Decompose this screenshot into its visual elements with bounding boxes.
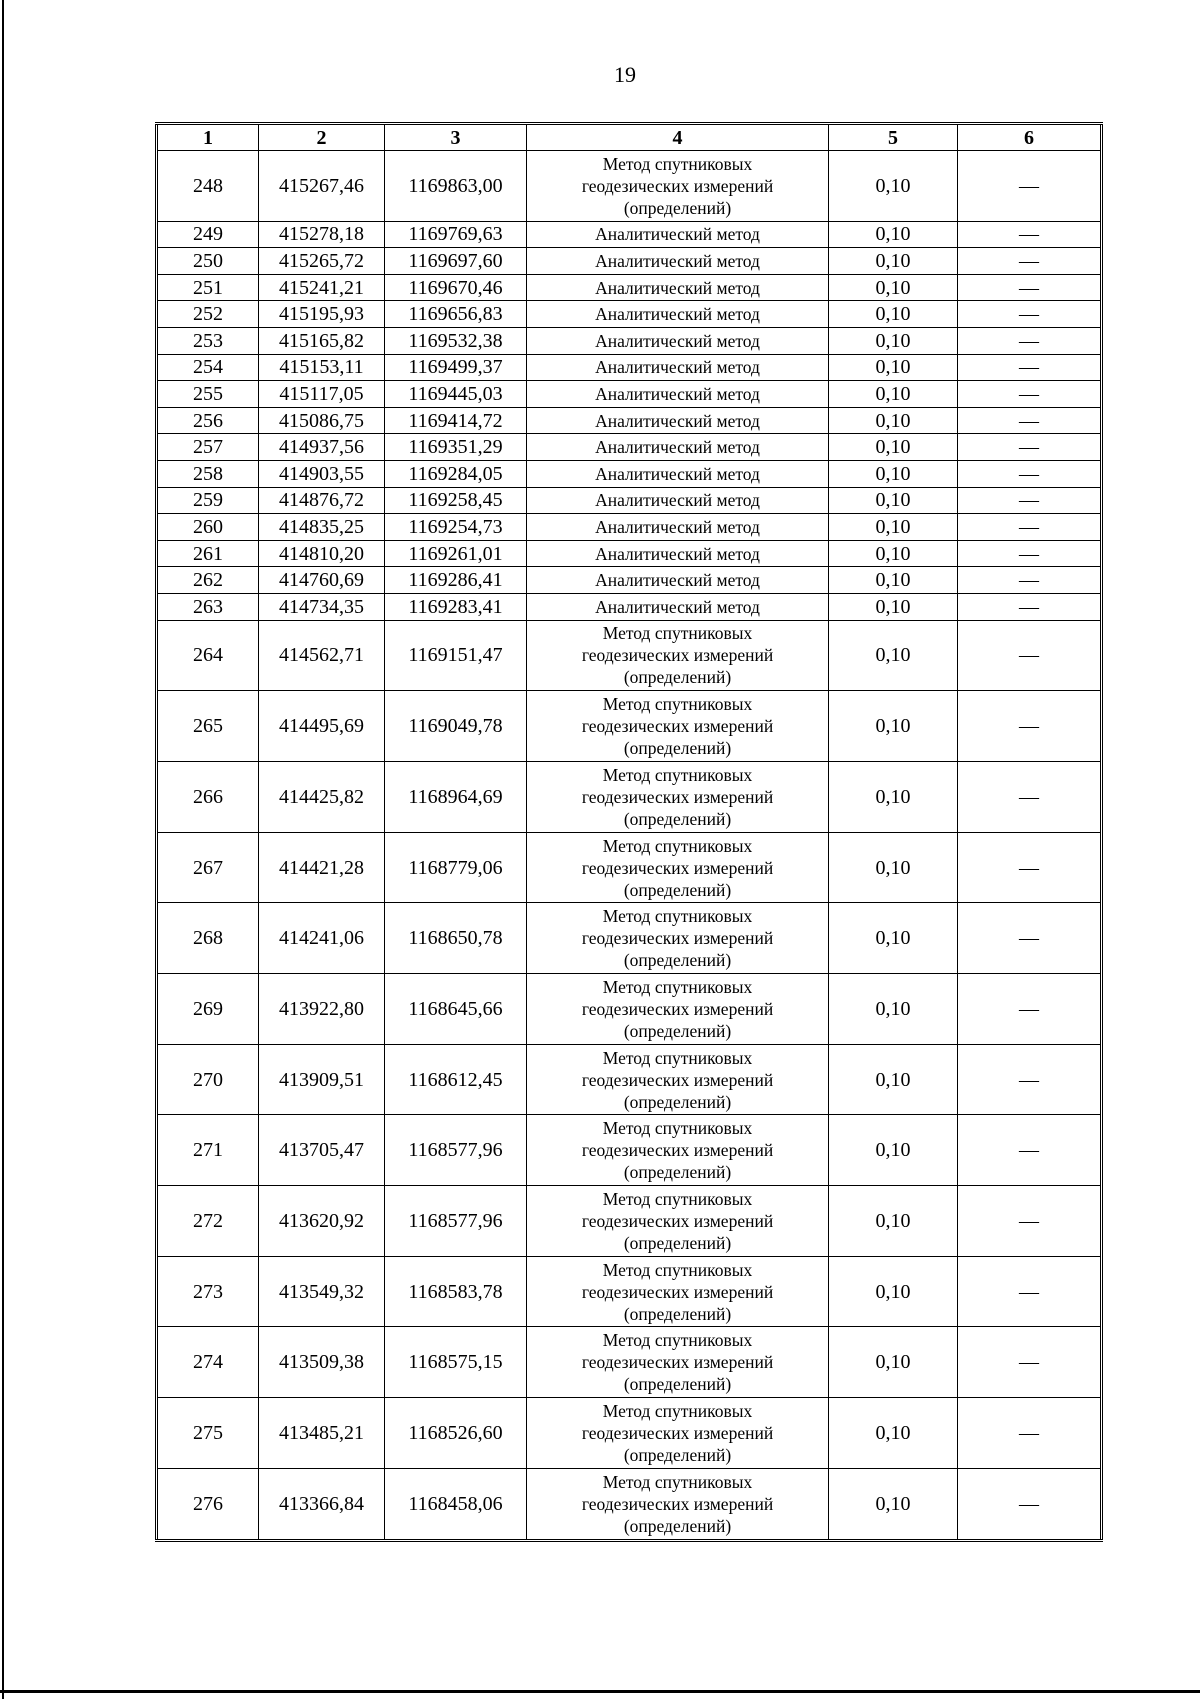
- method-line: геодезических измерений: [581, 1210, 774, 1231]
- method-line: Аналитический метод: [595, 490, 760, 511]
- coordinate-x-cell: 413909,51: [259, 1044, 385, 1115]
- accuracy-cell: 0,10: [829, 594, 958, 621]
- method-line: геодезических измерений: [581, 1281, 774, 1302]
- table-row: [157, 381, 1102, 408]
- accuracy-cell: 0,10: [829, 434, 958, 461]
- note-cell: —: [958, 691, 1102, 762]
- method-cell: [527, 903, 829, 974]
- note-cell: —: [958, 1186, 1102, 1257]
- method-line: Аналитический метод: [595, 517, 760, 538]
- accuracy-cell: 0,10: [829, 461, 958, 488]
- point-number-cell: 263: [157, 594, 259, 621]
- table-row: [157, 903, 1102, 974]
- note-cell: —: [958, 1044, 1102, 1115]
- coordinate-x-cell: 415165,82: [259, 328, 385, 355]
- coordinate-y-cell: 1168577,96: [385, 1115, 527, 1186]
- accuracy-cell: 0,10: [829, 221, 958, 248]
- coordinate-y-cell: 1169286,41: [385, 567, 527, 594]
- method-line: (определений): [623, 197, 732, 218]
- method-line: геодезических измерений: [581, 175, 774, 196]
- method-cell: [527, 540, 829, 567]
- method-line: (определений): [623, 808, 732, 829]
- accuracy-cell: 0,10: [829, 1256, 958, 1327]
- coordinate-x-cell: 414903,55: [259, 461, 385, 488]
- method-line: (определений): [623, 738, 732, 759]
- table-row: [157, 1186, 1102, 1257]
- coordinate-x-cell: 414241,06: [259, 903, 385, 974]
- method-cell: [527, 1327, 829, 1398]
- method-line: Аналитический метод: [595, 543, 760, 564]
- point-number-cell: 262: [157, 567, 259, 594]
- table-row: [157, 248, 1102, 275]
- table-body: [157, 151, 1102, 1541]
- table-row: [157, 274, 1102, 301]
- point-number-cell: 269: [157, 974, 259, 1045]
- accuracy-cell: 0,10: [829, 974, 958, 1045]
- method-cell: [527, 1398, 829, 1469]
- method-line: Метод спутниковых: [602, 1188, 753, 1209]
- accuracy-cell: 0,10: [829, 1186, 958, 1257]
- column-header-6: 6: [958, 124, 1102, 151]
- coordinate-x-cell: 415278,18: [259, 221, 385, 248]
- table-header-row: [157, 124, 1102, 151]
- coordinate-y-cell: 1168577,96: [385, 1186, 527, 1257]
- note-cell: —: [958, 1115, 1102, 1186]
- coordinate-y-cell: 1168575,15: [385, 1327, 527, 1398]
- point-number-cell: 265: [157, 691, 259, 762]
- coordinates-table: [155, 122, 1103, 1542]
- point-number-cell: 249: [157, 221, 259, 248]
- note-cell: —: [958, 221, 1102, 248]
- accuracy-cell: 0,10: [829, 691, 958, 762]
- coordinate-y-cell: 1168526,60: [385, 1398, 527, 1469]
- coordinate-x-cell: 413366,84: [259, 1468, 385, 1540]
- note-cell: —: [958, 151, 1102, 222]
- point-number-cell: 254: [157, 354, 259, 381]
- method-line: Метод спутниковых: [602, 1047, 753, 1068]
- column-header-3: 3: [385, 124, 527, 151]
- coordinate-y-cell: 1168650,78: [385, 903, 527, 974]
- coordinate-x-cell: 413485,21: [259, 1398, 385, 1469]
- coordinate-x-cell: 413705,47: [259, 1115, 385, 1186]
- coordinate-y-cell: 1168645,66: [385, 974, 527, 1045]
- table-row: [157, 567, 1102, 594]
- coordinate-y-cell: 1169532,38: [385, 328, 527, 355]
- method-cell: [527, 691, 829, 762]
- coordinate-y-cell: 1168583,78: [385, 1256, 527, 1327]
- method-line: Аналитический метод: [595, 224, 760, 245]
- method-cell: [527, 1115, 829, 1186]
- point-number-cell: 273: [157, 1256, 259, 1327]
- note-cell: —: [958, 1256, 1102, 1327]
- table-row: [157, 514, 1102, 541]
- point-number-cell: 255: [157, 381, 259, 408]
- method-line: геодезических измерений: [581, 1140, 774, 1161]
- table-row: [157, 461, 1102, 488]
- method-line: (определений): [623, 1515, 732, 1536]
- table-row: [157, 1256, 1102, 1327]
- coordinate-x-cell: 414421,28: [259, 832, 385, 903]
- note-cell: —: [958, 274, 1102, 301]
- method-cell: [527, 151, 829, 222]
- accuracy-cell: 0,10: [829, 354, 958, 381]
- point-number-cell: 264: [157, 620, 259, 691]
- method-line: геодезических измерений: [581, 1069, 774, 1090]
- method-cell: [527, 407, 829, 434]
- accuracy-cell: 0,10: [829, 567, 958, 594]
- method-line: геодезических измерений: [581, 716, 774, 737]
- method-line: (определений): [623, 950, 732, 971]
- note-cell: —: [958, 1327, 1102, 1398]
- method-line: геодезических измерений: [581, 1493, 774, 1514]
- table-row: [157, 221, 1102, 248]
- note-cell: —: [958, 248, 1102, 275]
- coordinate-x-cell: 414495,69: [259, 691, 385, 762]
- coordinate-x-cell: 415153,11: [259, 354, 385, 381]
- table-row: [157, 487, 1102, 514]
- point-number-cell: 266: [157, 761, 259, 832]
- note-cell: —: [958, 1398, 1102, 1469]
- method-line: (определений): [623, 667, 732, 688]
- coordinate-x-cell: 414876,72: [259, 487, 385, 514]
- method-line: Метод спутниковых: [602, 623, 753, 644]
- method-cell: [527, 434, 829, 461]
- note-cell: —: [958, 328, 1102, 355]
- column-header-4: 4: [527, 124, 829, 151]
- point-number-cell: 268: [157, 903, 259, 974]
- method-line: (определений): [623, 1445, 732, 1465]
- method-line: Аналитический метод: [595, 384, 760, 405]
- table-row: [157, 1398, 1102, 1469]
- coordinate-y-cell: 1169499,37: [385, 354, 527, 381]
- coordinate-x-cell: 413509,38: [259, 1327, 385, 1398]
- table-row: [157, 594, 1102, 621]
- accuracy-cell: 0,10: [829, 301, 958, 328]
- column-header-5: 5: [829, 124, 958, 151]
- method-cell: [527, 514, 829, 541]
- method-cell: [527, 974, 829, 1045]
- note-cell: —: [958, 434, 1102, 461]
- point-number-cell: 248: [157, 151, 259, 222]
- accuracy-cell: 0,10: [829, 1115, 958, 1186]
- method-line: Аналитический метод: [595, 277, 760, 298]
- point-number-cell: 252: [157, 301, 259, 328]
- note-cell: —: [958, 381, 1102, 408]
- point-number-cell: 276: [157, 1468, 259, 1540]
- method-line: (определений): [623, 1020, 732, 1041]
- note-cell: —: [958, 594, 1102, 621]
- method-line: Аналитический метод: [595, 596, 760, 617]
- method-line: (определений): [623, 879, 732, 900]
- method-cell: [527, 1186, 829, 1257]
- accuracy-cell: 0,10: [829, 151, 958, 222]
- table-row: [157, 832, 1102, 903]
- coordinate-y-cell: 1169351,29: [385, 434, 527, 461]
- method-cell: [527, 381, 829, 408]
- method-line: Метод спутниковых: [602, 906, 753, 927]
- point-number-cell: 258: [157, 461, 259, 488]
- method-line: Аналитический метод: [595, 357, 760, 378]
- coordinate-y-cell: 1169151,47: [385, 620, 527, 691]
- method-cell: [527, 832, 829, 903]
- table-row: [157, 1468, 1102, 1540]
- method-line: Метод спутниковых: [602, 1401, 753, 1421]
- method-cell: [527, 620, 829, 691]
- coordinate-x-cell: 415267,46: [259, 151, 385, 222]
- table-row: [157, 151, 1102, 222]
- coordinate-x-cell: 414425,82: [259, 761, 385, 832]
- coordinate-y-cell: 1169656,83: [385, 301, 527, 328]
- method-line: Аналитический метод: [595, 251, 760, 272]
- table-row: [157, 540, 1102, 567]
- accuracy-cell: 0,10: [829, 1468, 958, 1540]
- method-line: (определений): [623, 1232, 732, 1253]
- coordinate-y-cell: 1169863,00: [385, 151, 527, 222]
- method-line: Метод спутниковых: [602, 1330, 753, 1351]
- method-line: геодезических измерений: [581, 928, 774, 949]
- method-line: геодезических измерений: [581, 786, 774, 807]
- note-cell: —: [958, 1468, 1102, 1540]
- accuracy-cell: 0,10: [829, 1327, 958, 1398]
- method-line: (определений): [623, 1374, 732, 1395]
- accuracy-cell: 0,10: [829, 487, 958, 514]
- point-number-cell: 275: [157, 1398, 259, 1469]
- method-cell: [527, 274, 829, 301]
- coordinate-x-cell: 415265,72: [259, 248, 385, 275]
- point-number-cell: 261: [157, 540, 259, 567]
- method-cell: [527, 567, 829, 594]
- method-line: геодезических измерений: [581, 645, 774, 666]
- table-row: [157, 434, 1102, 461]
- coordinate-x-cell: 413549,32: [259, 1256, 385, 1327]
- method-cell: [527, 1256, 829, 1327]
- coordinate-y-cell: 1168779,06: [385, 832, 527, 903]
- point-number-cell: 259: [157, 487, 259, 514]
- method-line: геодезических измерений: [581, 998, 774, 1019]
- column-header-2: 2: [259, 124, 385, 151]
- coordinate-x-cell: 415117,05: [259, 381, 385, 408]
- accuracy-cell: 0,10: [829, 1044, 958, 1115]
- method-cell: [527, 248, 829, 275]
- coordinate-y-cell: 1169254,73: [385, 514, 527, 541]
- table-row: [157, 354, 1102, 381]
- coordinate-y-cell: 1169284,05: [385, 461, 527, 488]
- coordinate-x-cell: 414835,25: [259, 514, 385, 541]
- method-line: Аналитический метод: [595, 410, 760, 431]
- column-header-1: 1: [157, 124, 259, 151]
- point-number-cell: 253: [157, 328, 259, 355]
- table-row: [157, 1044, 1102, 1115]
- table-row: [157, 620, 1102, 691]
- accuracy-cell: 0,10: [829, 903, 958, 974]
- accuracy-cell: 0,10: [829, 274, 958, 301]
- coordinate-x-cell: 413620,92: [259, 1186, 385, 1257]
- point-number-cell: 271: [157, 1115, 259, 1186]
- coordinate-y-cell: 1168458,06: [385, 1468, 527, 1540]
- table-row: [157, 761, 1102, 832]
- accuracy-cell: 0,10: [829, 1398, 958, 1469]
- method-line: Аналитический метод: [595, 570, 760, 591]
- method-cell: [527, 1468, 829, 1540]
- accuracy-cell: 0,10: [829, 407, 958, 434]
- coordinate-y-cell: 1169283,41: [385, 594, 527, 621]
- method-line: Метод спутниковых: [602, 976, 753, 997]
- point-number-cell: 250: [157, 248, 259, 275]
- method-cell: [527, 487, 829, 514]
- method-line: Метод спутниковых: [602, 1471, 753, 1492]
- table-row: [157, 974, 1102, 1045]
- note-cell: —: [958, 487, 1102, 514]
- accuracy-cell: 0,10: [829, 540, 958, 567]
- method-cell: [527, 594, 829, 621]
- note-cell: —: [958, 903, 1102, 974]
- coordinate-y-cell: 1169445,03: [385, 381, 527, 408]
- method-line: Метод спутниковых: [602, 1118, 753, 1139]
- table-row: [157, 301, 1102, 328]
- table-row: [157, 328, 1102, 355]
- coordinate-x-cell: 415241,21: [259, 274, 385, 301]
- method-line: геодезических измерений: [581, 857, 774, 878]
- note-cell: —: [958, 301, 1102, 328]
- method-line: геодезических измерений: [581, 1423, 774, 1443]
- point-number-cell: 251: [157, 274, 259, 301]
- point-number-cell: 272: [157, 1186, 259, 1257]
- method-line: (определений): [623, 1303, 732, 1324]
- note-cell: —: [958, 832, 1102, 903]
- method-line: Метод спутниковых: [602, 1259, 753, 1280]
- method-line: геодезических измерений: [581, 1352, 774, 1373]
- table-row: [157, 407, 1102, 434]
- method-line: Аналитический метод: [595, 463, 760, 484]
- coordinate-y-cell: 1169258,45: [385, 487, 527, 514]
- coordinate-x-cell: 415195,93: [259, 301, 385, 328]
- method-cell: [527, 354, 829, 381]
- method-line: Метод спутниковых: [602, 694, 753, 715]
- coordinate-x-cell: 414734,35: [259, 594, 385, 621]
- table-row: [157, 1115, 1102, 1186]
- accuracy-cell: 0,10: [829, 381, 958, 408]
- accuracy-cell: 0,10: [829, 620, 958, 691]
- coordinate-x-cell: 414937,56: [259, 434, 385, 461]
- method-line: Метод спутниковых: [602, 764, 753, 785]
- accuracy-cell: 0,10: [829, 832, 958, 903]
- point-number-cell: 274: [157, 1327, 259, 1398]
- page-number: 19: [614, 62, 636, 87]
- method-cell: [527, 328, 829, 355]
- coordinate-x-cell: 414810,20: [259, 540, 385, 567]
- accuracy-cell: 0,10: [829, 514, 958, 541]
- coordinate-x-cell: 415086,75: [259, 407, 385, 434]
- method-line: Аналитический метод: [595, 437, 760, 458]
- method-line: (определений): [623, 1091, 732, 1112]
- coordinate-y-cell: 1168964,69: [385, 761, 527, 832]
- note-cell: —: [958, 567, 1102, 594]
- coordinate-y-cell: 1169769,63: [385, 221, 527, 248]
- scan-edge-bottom: [0, 1690, 1200, 1693]
- method-line: (определений): [623, 1162, 732, 1183]
- note-cell: —: [958, 407, 1102, 434]
- note-cell: —: [958, 761, 1102, 832]
- method-cell: [527, 221, 829, 248]
- table-row: [157, 1327, 1102, 1398]
- note-cell: —: [958, 620, 1102, 691]
- coordinate-x-cell: 414562,71: [259, 620, 385, 691]
- accuracy-cell: 0,10: [829, 248, 958, 275]
- note-cell: —: [958, 514, 1102, 541]
- method-line: Аналитический метод: [595, 304, 760, 325]
- coordinate-y-cell: 1169049,78: [385, 691, 527, 762]
- note-cell: —: [958, 974, 1102, 1045]
- coordinate-x-cell: 413922,80: [259, 974, 385, 1045]
- note-cell: —: [958, 461, 1102, 488]
- point-number-cell: 260: [157, 514, 259, 541]
- coordinate-y-cell: 1168612,45: [385, 1044, 527, 1115]
- method-line: Аналитический метод: [595, 330, 760, 351]
- note-cell: —: [958, 540, 1102, 567]
- accuracy-cell: 0,10: [829, 328, 958, 355]
- coordinate-x-cell: 414760,69: [259, 567, 385, 594]
- coordinate-y-cell: 1169697,60: [385, 248, 527, 275]
- coordinate-y-cell: 1169261,01: [385, 540, 527, 567]
- coordinate-y-cell: 1169670,46: [385, 274, 527, 301]
- point-number-cell: 270: [157, 1044, 259, 1115]
- scan-edge-left: [2, 0, 4, 1699]
- method-line: Метод спутниковых: [602, 153, 753, 174]
- method-cell: [527, 1044, 829, 1115]
- method-cell: [527, 761, 829, 832]
- point-number-cell: 267: [157, 832, 259, 903]
- coordinate-y-cell: 1169414,72: [385, 407, 527, 434]
- method-cell: [527, 301, 829, 328]
- point-number-cell: 257: [157, 434, 259, 461]
- method-line: Метод спутниковых: [602, 835, 753, 856]
- note-cell: —: [958, 354, 1102, 381]
- point-number-cell: 256: [157, 407, 259, 434]
- table-row: [157, 691, 1102, 762]
- accuracy-cell: 0,10: [829, 761, 958, 832]
- method-cell: [527, 461, 829, 488]
